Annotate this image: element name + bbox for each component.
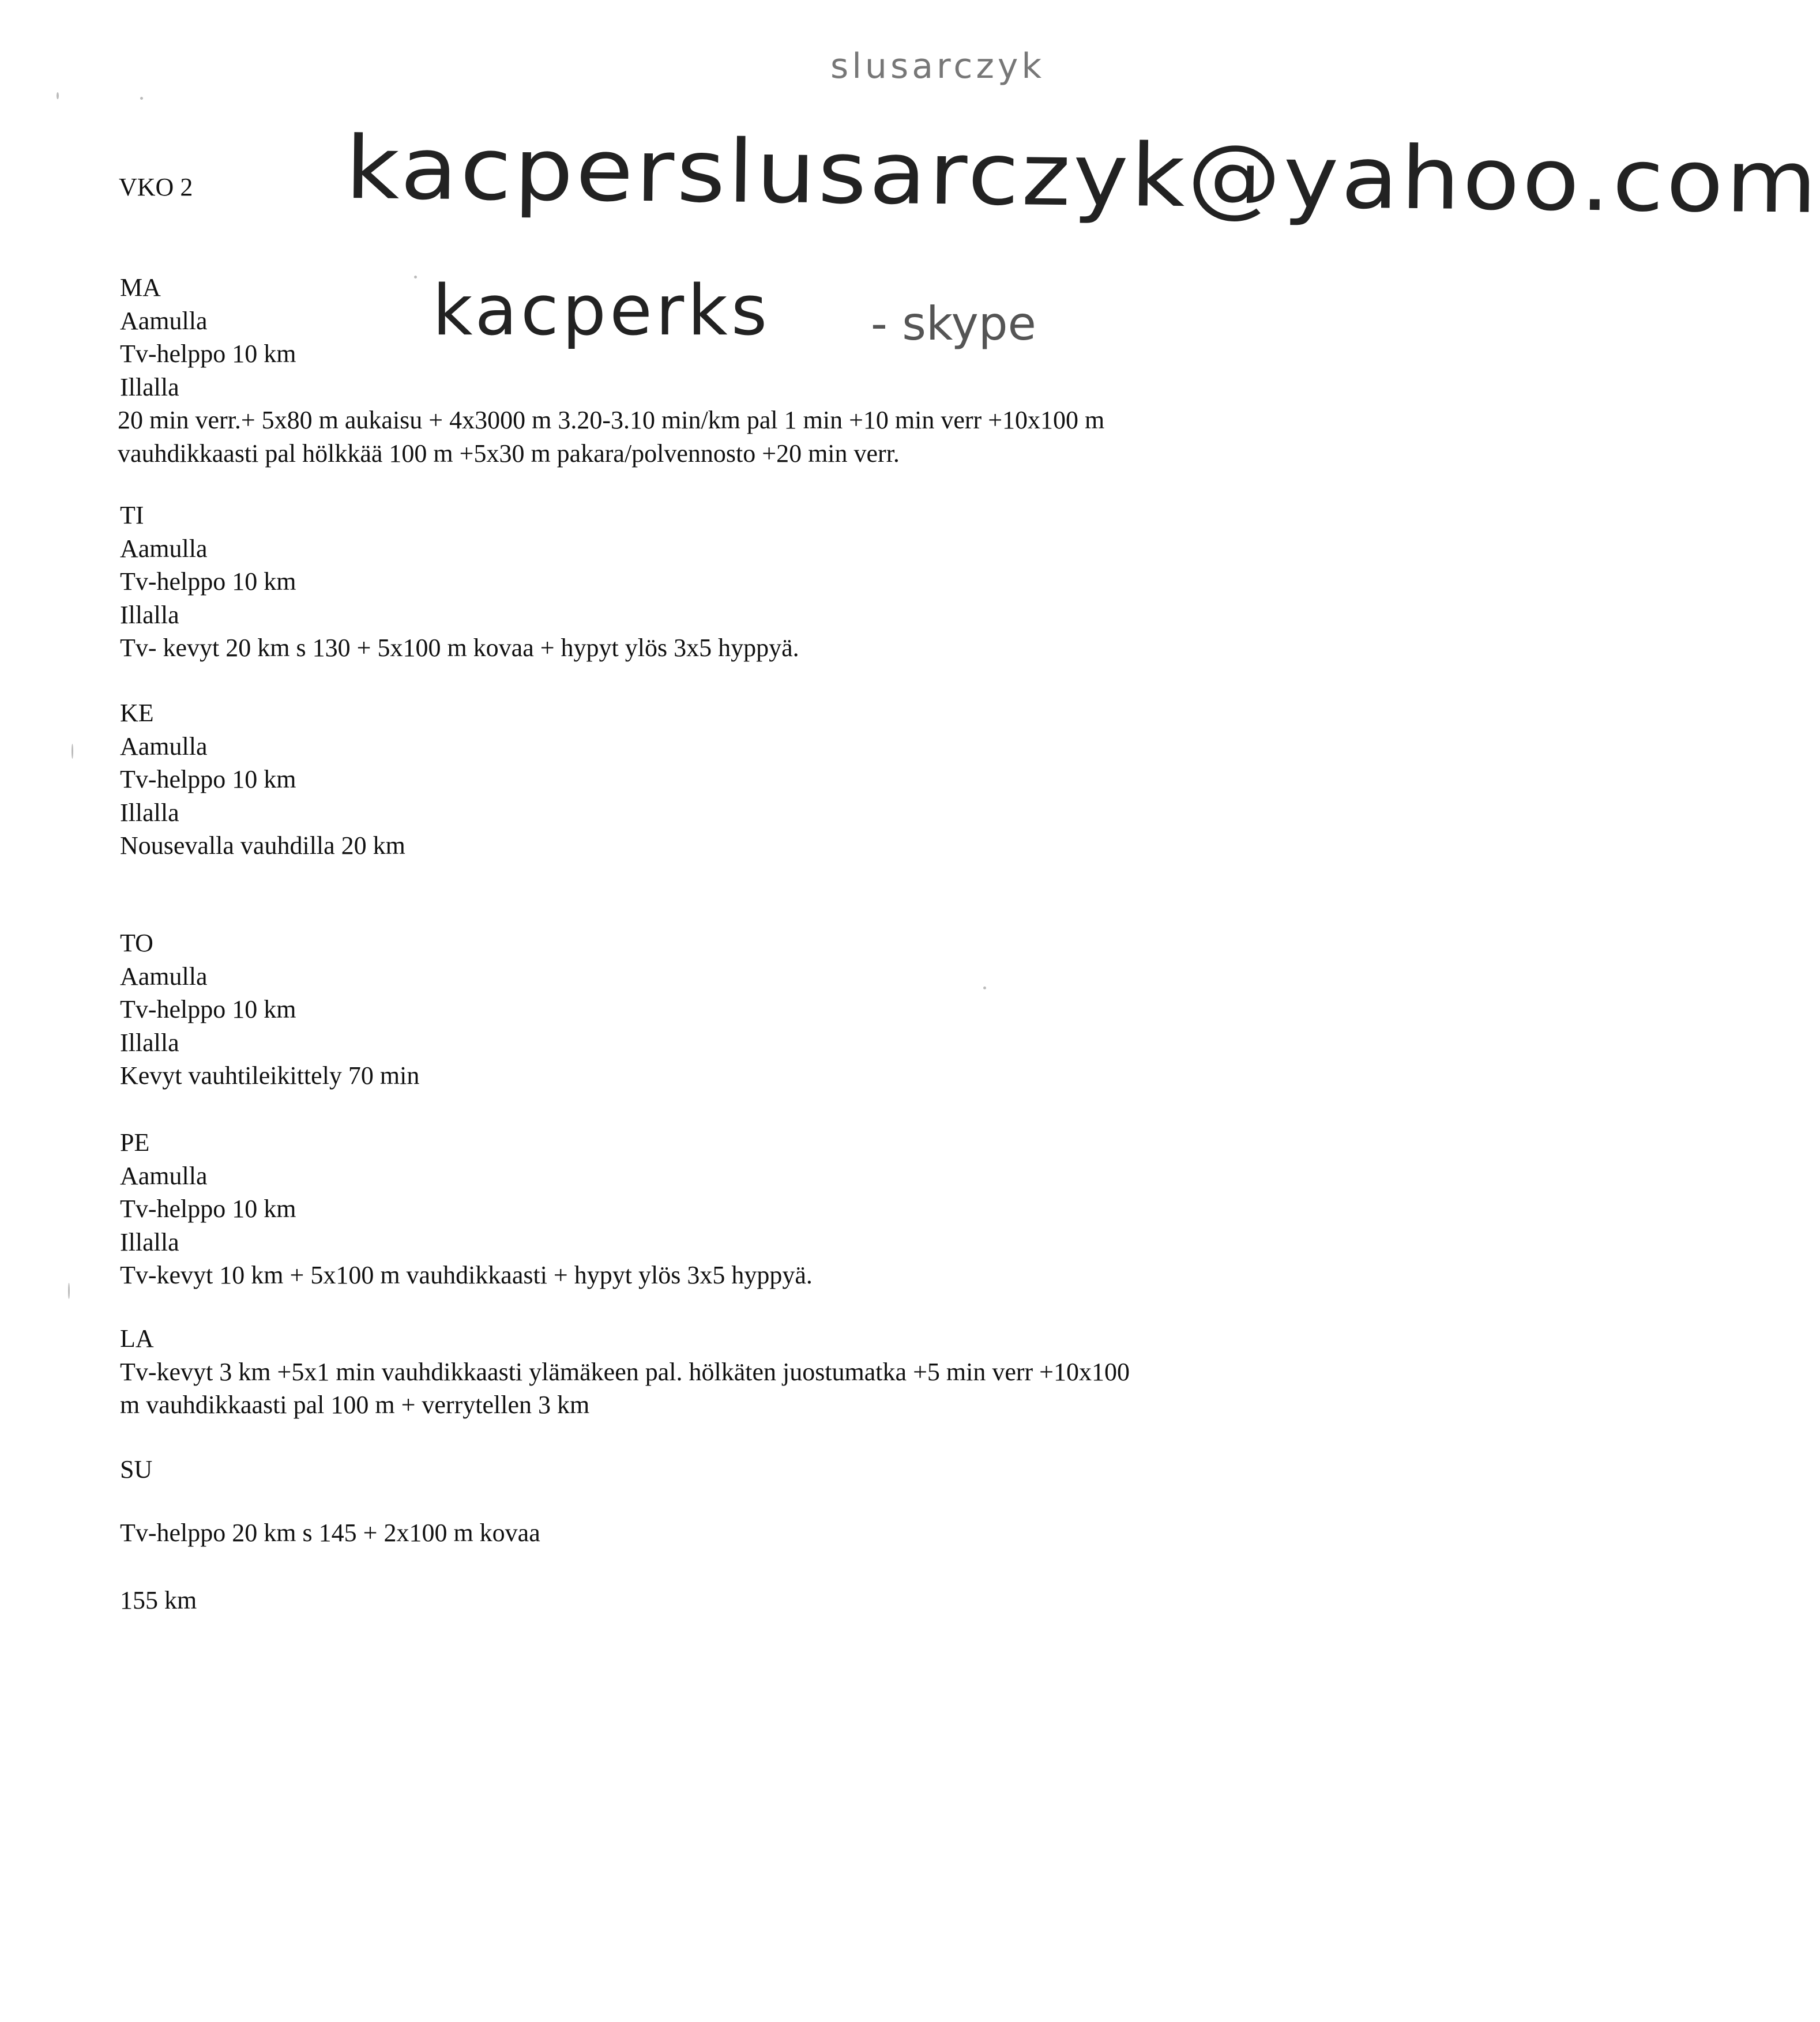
day-heading: TO: [120, 929, 153, 957]
plan-line: Aamulla: [120, 962, 208, 991]
plan-line: Tv-helppo 10 km: [120, 567, 296, 596]
day-block-la: [120, 1322, 1308, 1422]
day-heading: KE: [120, 699, 154, 727]
scan-speck: [983, 986, 986, 989]
plan-line: Aamulla: [120, 306, 208, 335]
plan-line: 20 min verr.+ 5x80 m aukaisu + 4x3000 m 3.20-3.10 min/km pal 1 min +10 min verr +10x100 m: [118, 406, 1105, 434]
plan-line: Tv-kevyt 10 km + 5x100 m vauhdikkaasti + hypyt ylös 3x5 hyppyä.: [120, 1261, 813, 1289]
plan-line: Illalla: [120, 600, 179, 629]
plan-line: vauhdikkaasti pal hölkkää 100 m +5x30 m pakara/polvennosto +20 min verr.: [118, 439, 900, 468]
scan-speck: [68, 1283, 70, 1299]
day-heading: SU: [120, 1455, 153, 1483]
plan-line: Illalla: [120, 1028, 179, 1057]
scan-speck: [140, 97, 143, 100]
plan-line: m vauhdikkaasti pal 100 m + verrytellen 3 km: [120, 1391, 590, 1419]
plan-line: Nousevalla vauhdilla 20 km: [120, 831, 405, 860]
handwritten-email: kacperslusarczyk@yahoo.com: [345, 118, 1820, 233]
week-total: [120, 1584, 1308, 1617]
plan-line: Tv-helppo 10 km: [120, 765, 296, 793]
plan-line: Illalla: [120, 1227, 179, 1256]
plan-line: Tv- kevyt 20 km s 130 + 5x100 m kovaa + hypyt ylös 3x5 hyppyä.: [120, 634, 799, 662]
plan-line: Aamulla: [120, 732, 208, 760]
plan-line: Tv-kevyt 3 km +5x1 min vauhdikkaasti ylämäkeen pal. hölkäten juostumatka +5 min verr +10x100: [120, 1357, 1130, 1386]
day-block-to: [120, 927, 1308, 1093]
day-heading: LA: [120, 1324, 154, 1353]
scan-speck: [414, 276, 417, 278]
day-heading: TI: [120, 501, 144, 529]
day-block-ti: [120, 499, 1308, 665]
day-block-su: [120, 1453, 1308, 1486]
plan-line: Aamulla: [120, 1161, 208, 1190]
total-distance: 155 km: [120, 1586, 197, 1614]
plan-line: Tv-helppo 10 km: [120, 995, 296, 1023]
scan-speck: [72, 744, 73, 759]
handwritten-username: kacperks: [433, 271, 771, 351]
day-heading: MA: [120, 273, 161, 302]
plan-line: Kevyt vauhtileikittely 70 min: [120, 1061, 420, 1090]
plan-line: Tv-helppo 20 km s 145 + 2x100 m kovaa: [120, 1519, 540, 1547]
handwritten-top-note: slusarczyk: [830, 46, 1046, 86]
day-block-su-session: [120, 1516, 1308, 1550]
plan-line: Tv-helppo 10 km: [120, 1195, 296, 1223]
scan-speck: [57, 92, 59, 99]
plan-line: Tv-helppo 10 km: [120, 340, 296, 368]
plan-line: Aamulla: [120, 534, 208, 563]
plan-line: Illalla: [120, 798, 179, 827]
week-title: VKO 2: [119, 173, 193, 201]
day-block-pe: [120, 1126, 1308, 1292]
day-block-ma: [120, 271, 1308, 470]
handwritten-skype-note: - skype: [871, 297, 1036, 351]
plan-line: Illalla: [120, 372, 179, 401]
day-heading: PE: [120, 1128, 150, 1157]
day-block-ke: [120, 696, 1308, 863]
